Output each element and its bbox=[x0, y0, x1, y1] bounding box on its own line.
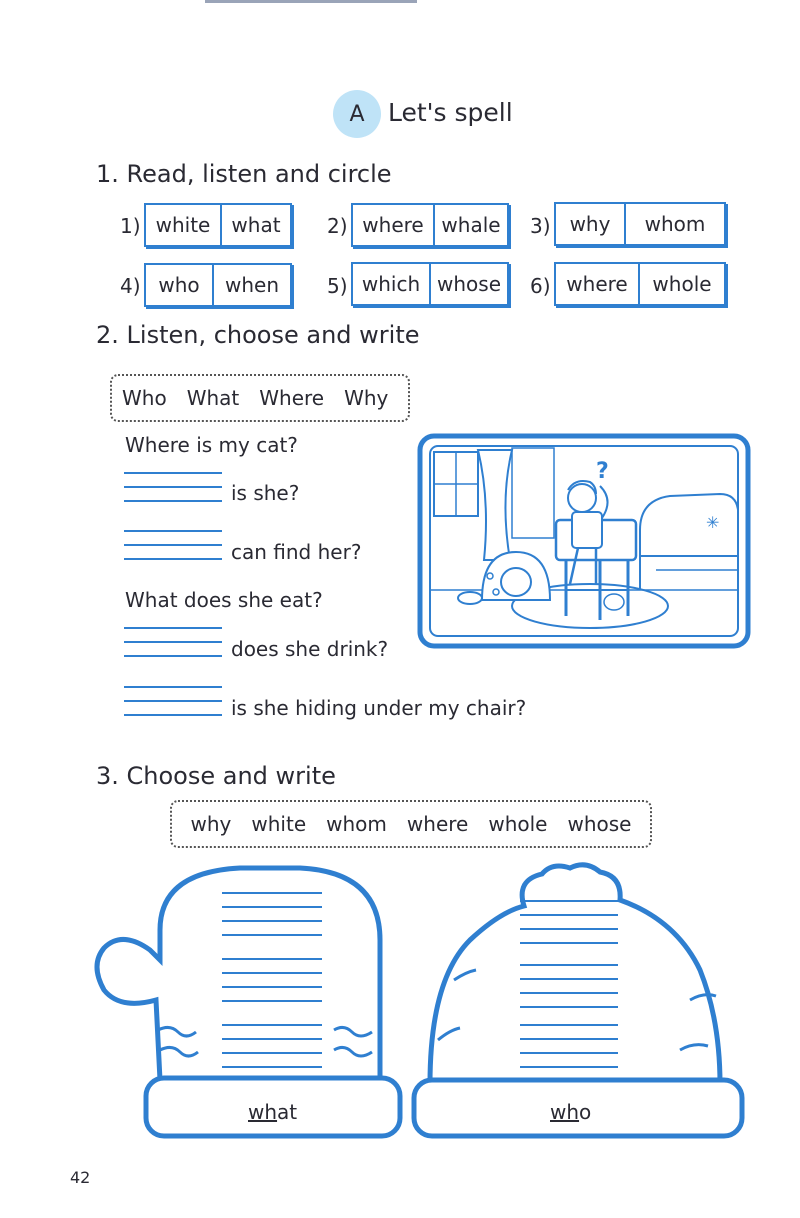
ex3-bank-word: white bbox=[251, 812, 307, 836]
hat-label-underlined: wh bbox=[550, 1100, 580, 1124]
mitten-label bbox=[248, 1100, 297, 1124]
cushion-mark: ✳ bbox=[706, 513, 720, 532]
ex2-bank-word: Why bbox=[344, 386, 389, 410]
ex1-word-2a[interactable]: where bbox=[353, 205, 435, 245]
ex1-word-4a[interactable]: who bbox=[146, 265, 214, 305]
ex1-num-5: 5) bbox=[327, 274, 348, 298]
ex2-sentence-1: Where is my cat? bbox=[125, 433, 298, 457]
page-number: 42 bbox=[70, 1168, 91, 1187]
ex3-bank-word: whose bbox=[567, 812, 632, 836]
section-badge: A bbox=[333, 90, 381, 138]
ex1-num-1: 1) bbox=[120, 214, 141, 238]
ex2-sentence-2: is she? bbox=[231, 481, 300, 505]
ex1-num-6: 6) bbox=[530, 274, 551, 298]
mitten-label-rest: at bbox=[277, 1100, 298, 1124]
ex2-bank-word: Where bbox=[259, 386, 325, 410]
ex1-word-2b[interactable]: whale bbox=[441, 213, 501, 237]
ex1-word-1b[interactable]: what bbox=[231, 213, 281, 237]
ex1-word-3a[interactable]: why bbox=[556, 204, 626, 244]
ex2-title: 2. Listen, choose and write bbox=[96, 321, 420, 349]
ex2-sentence-5: does she drink? bbox=[231, 637, 389, 661]
ex2-bank-word: Who bbox=[122, 386, 167, 410]
ex1-word-4b[interactable]: when bbox=[224, 273, 279, 297]
ex1-title: 1. Read, listen and circle bbox=[96, 160, 392, 188]
ex1-word-5a[interactable]: which bbox=[353, 264, 431, 304]
ex3-bank-word: why bbox=[190, 812, 232, 836]
ex2-sentence-3: can find her? bbox=[231, 540, 362, 564]
ex3-bank-word: where bbox=[406, 812, 469, 836]
ex3-bank-word: whom bbox=[326, 812, 387, 836]
ex1-num-3: 3) bbox=[530, 214, 551, 238]
ex1-word-5b[interactable]: whose bbox=[437, 272, 501, 296]
ex1-word-6b[interactable]: whole bbox=[652, 272, 712, 296]
ex3-bank-word: whole bbox=[488, 812, 548, 836]
ex2-sentence-6: is she hiding under my chair? bbox=[231, 696, 527, 720]
ex1-word-1a[interactable]: white bbox=[146, 205, 222, 245]
ex1-word-6a[interactable]: where bbox=[556, 264, 640, 304]
ex2-sentence-4: What does she eat? bbox=[125, 588, 323, 612]
ex3-title: 3. Choose and write bbox=[96, 762, 336, 790]
ex2-bank-word: What bbox=[186, 386, 240, 410]
hat-label bbox=[550, 1100, 591, 1124]
ex1-num-4: 4) bbox=[120, 274, 141, 298]
section-title: Let's spell bbox=[388, 98, 513, 127]
ex1-num-2: 2) bbox=[327, 214, 348, 238]
hat-label-rest: o bbox=[579, 1100, 592, 1124]
question-mark: ? bbox=[596, 459, 609, 484]
mitten-label-underlined: wh bbox=[248, 1100, 278, 1124]
ex1-word-3b[interactable]: whom bbox=[644, 212, 706, 236]
